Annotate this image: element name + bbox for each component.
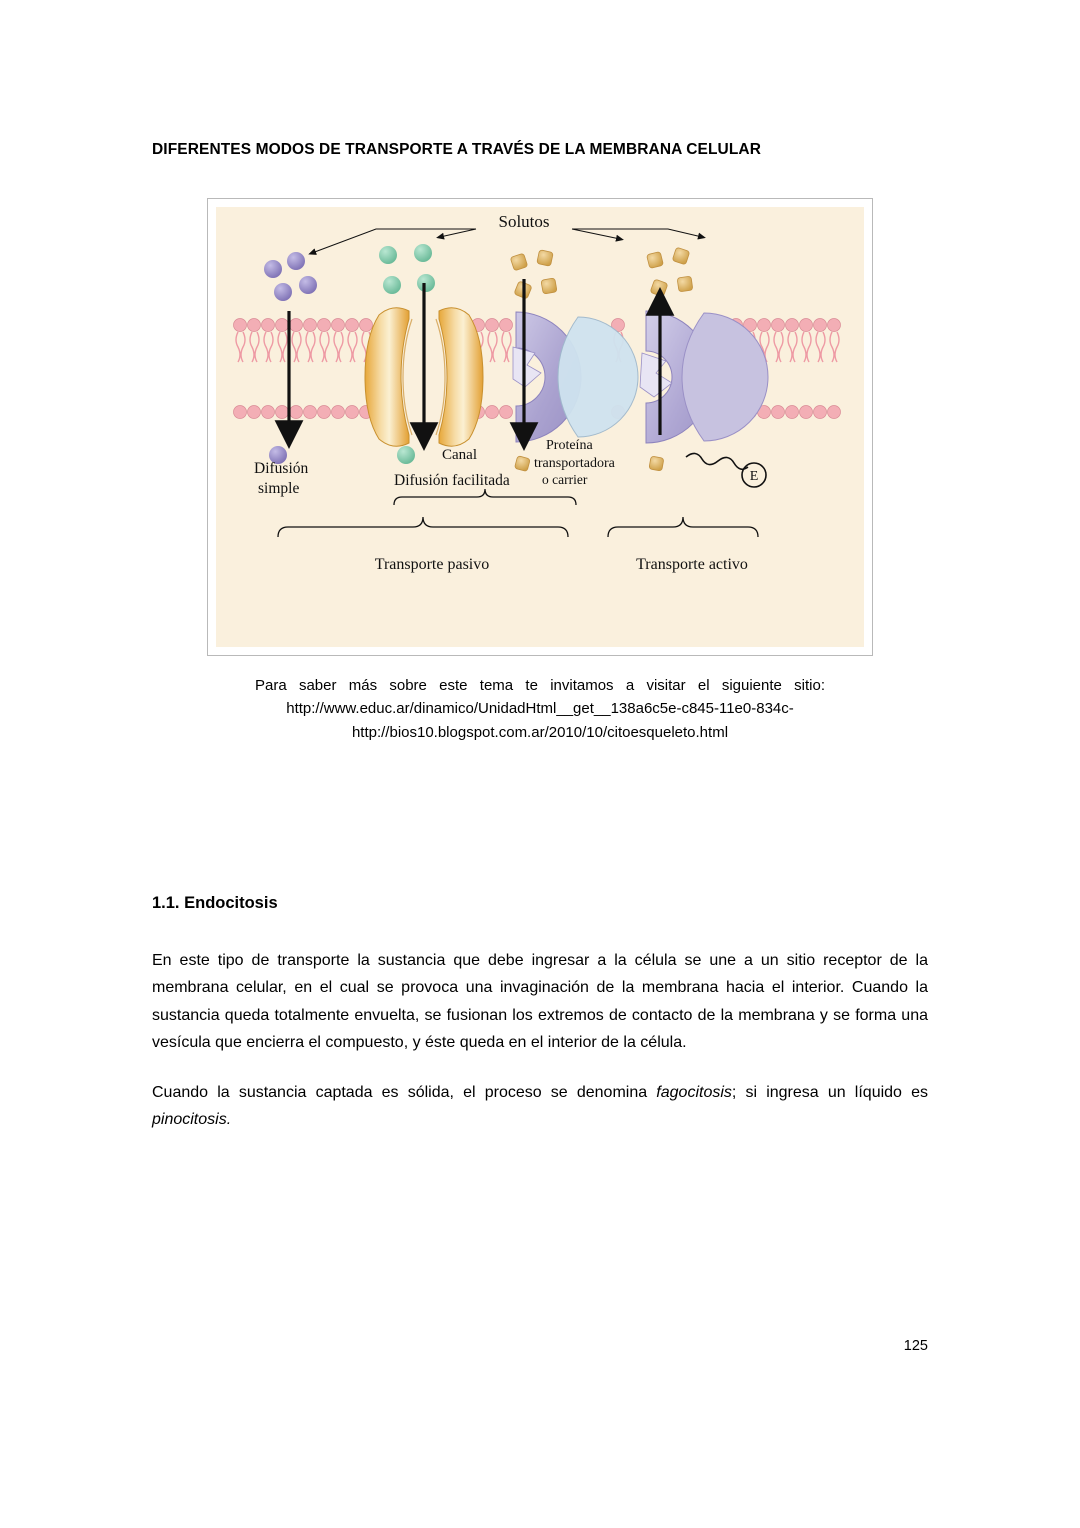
figure-label-canal: Canal	[442, 447, 477, 464]
figure-label-transporte-pasivo: Transporte pasivo	[374, 556, 490, 574]
energy-indicator	[686, 454, 766, 488]
figure-frame	[207, 198, 873, 656]
page-number: 125	[903, 1338, 928, 1354]
page-title: DIFERENTES MODOS DE TRANSPORTE A TRAVÉS DE LA MEMBRANA CELULAR	[152, 141, 761, 158]
energy-label: E	[749, 469, 759, 485]
solutos-leader-lines	[312, 229, 702, 253]
figure-label-proteina-1: Proteína	[546, 438, 593, 454]
figure-label-difusion-simple-1: Difusión	[254, 460, 309, 478]
figure-label-transporte-activo: Transporte activo	[636, 556, 748, 574]
caption-line-1: Para saber más sobre este tema te invitamos a visitar el siguiente sitio:	[255, 677, 825, 695]
membrane-transport-diagram	[216, 207, 864, 647]
figure-image	[216, 207, 864, 647]
figure-label-difusion-simple-2: simple	[258, 480, 300, 498]
figure-label-proteina-2: transportadora	[534, 456, 615, 472]
caption-line-3: http://bios10.blogspot.com.ar/2010/10/citoesqueleto.html	[351, 723, 729, 741]
paragraph-endocitosis-2	[152, 1079, 928, 1134]
paragraph2-text-2: ; si ingresa un líquido es	[731, 1083, 928, 1101]
braces	[278, 489, 758, 537]
figure-label-solutos: Solutos	[498, 212, 550, 232]
section-heading-endocitosis: 1.1. Endocitosis	[152, 893, 278, 912]
figure-label-proteina-3: o carrier	[542, 472, 588, 488]
paragraph2-text-1: Cuando la sustancia captada es sólida, el proceso se denomina	[152, 1083, 657, 1101]
term-fagocitosis: fagocitosis	[656, 1083, 732, 1101]
paragraph-endocitosis-1: En este tipo de transporte la sustancia que debe ingresar a la célula se une a un sitio receptor de la membrana celular, en el cual se provoca una invaginación de la membrana hacia el interior. Cuando la sustancia queda totalmente envuelta, se fusionan los extremos de contacto de la membrana y se forma una vesícula que encierra el compuesto, y éste queda en el interior de la célula.	[152, 951, 928, 1052]
figure-label-difusion-facilitada: Difusión facilitada	[394, 472, 510, 490]
figure-caption	[207, 674, 873, 744]
page-content	[152, 140, 928, 1134]
figure-container	[207, 198, 873, 744]
term-pinocitosis: pinocitosis.	[152, 1111, 232, 1129]
caption-line-2: http://www.educ.ar/dinamico/UnidadHtml__get__138a6c5e-c845-11e0-834c-	[286, 700, 794, 718]
